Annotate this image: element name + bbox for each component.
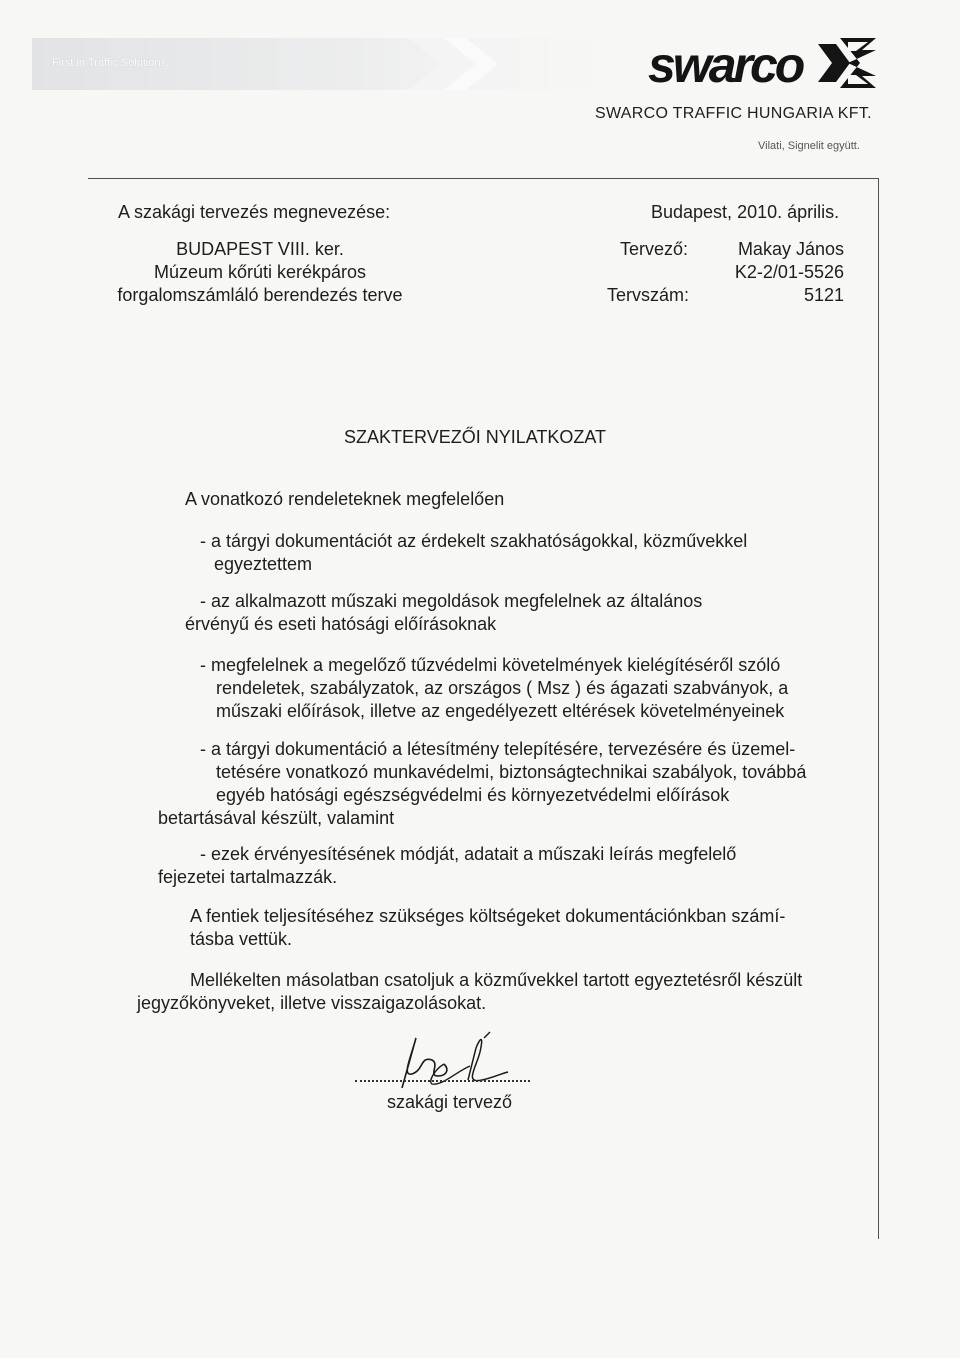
tagline: First in Traffic Solutions. (52, 57, 170, 69)
signature-line (355, 1080, 530, 1082)
paragraph-1-line-1: A fentiek teljesítéséhez szükséges költségeket dokumentációnkban számí- (190, 906, 786, 926)
company-logo: swarco (648, 37, 803, 93)
plan-number-label: Tervszám: (607, 285, 690, 305)
project-line-1: BUDAPEST VIII. ker. (176, 239, 344, 259)
item-5-line-2: fejezetei tartalmazzák. (158, 867, 338, 887)
designer-id: K2-2/01-5526 (734, 262, 844, 282)
item-4-line-4: betartásával készült, valamint (158, 808, 395, 828)
handwritten-signature (372, 1030, 512, 1095)
company-name: SWARCO TRAFFIC HUNGARIA KFT. (595, 105, 872, 122)
banner-chevron-icon (408, 38, 498, 90)
company-motto: Vilati, Signelit együtt. (758, 140, 860, 152)
paragraph-2-line-2: jegyzőkönyveket, illetve visszaigazolásokat. (137, 993, 487, 1013)
item-2-line-1: - az alkalmazott műszaki megoldások megfelelnek az általános (200, 591, 703, 611)
paragraph-1-line-2: tásba vettük. (190, 929, 293, 949)
designer-label: Tervező: (620, 239, 689, 259)
item-5-line-1: - ezek érvényesítésének módját, adatait a műszaki leírás megfelelő (200, 844, 737, 864)
field-label: A szakági tervezés megnevezése: (118, 202, 391, 222)
paragraph-2-line-1: Mellékelten másolatban csatoljuk a közművekkel tartott egyeztetésről készült (190, 970, 803, 990)
item-4-line-1: - a tárgyi dokumentáció a létesítmény telepítésére, tervezésére és üzemel- (200, 739, 796, 759)
logo-chevrons-icon (818, 38, 878, 88)
item-3-line-2: rendeletek, szabályzatok, az országos ( Msz ) és ágazati szabványok, a (216, 678, 789, 698)
item-3-line-3: műszaki előírások, illetve az engedélyezett eltérések követelményeinek (216, 701, 785, 721)
intro-text: A vonatkozó rendeleteknek megfelelően (185, 489, 505, 509)
plan-number: 5121 (803, 285, 844, 305)
item-4-line-3: egyéb hatósági egészségvédelmi és környezetvédelmi előírások (216, 785, 730, 805)
project-line-2: Múzeum kőrúti kerékpáros (153, 262, 367, 282)
document-date: Budapest, 2010. április. (651, 202, 840, 222)
item-1-line-2: egyeztettem (214, 554, 313, 574)
item-2-line-2: érvényű és eseti hatósági előírásoknak (185, 614, 497, 634)
item-4-line-2: tetésére vonatkozó munkavédelmi, biztonságtechnikai szabályok, továbbá (216, 762, 807, 782)
item-3-line-1: - megfelelnek a megelőző tűzvédelmi követelmények kielégítéséről szóló (200, 655, 781, 675)
document-title: SZAKTERVEZŐI NYILATKOZAT (344, 427, 607, 447)
project-line-3: forgalomszámláló berendezés terve (117, 285, 403, 305)
item-1-line-1: - a tárgyi dokumentációt az érdekelt szakhatóságokkal, közművekkel (200, 531, 748, 551)
designer-name: Makay János (737, 239, 844, 259)
signature-label: szakági tervező (387, 1092, 513, 1112)
